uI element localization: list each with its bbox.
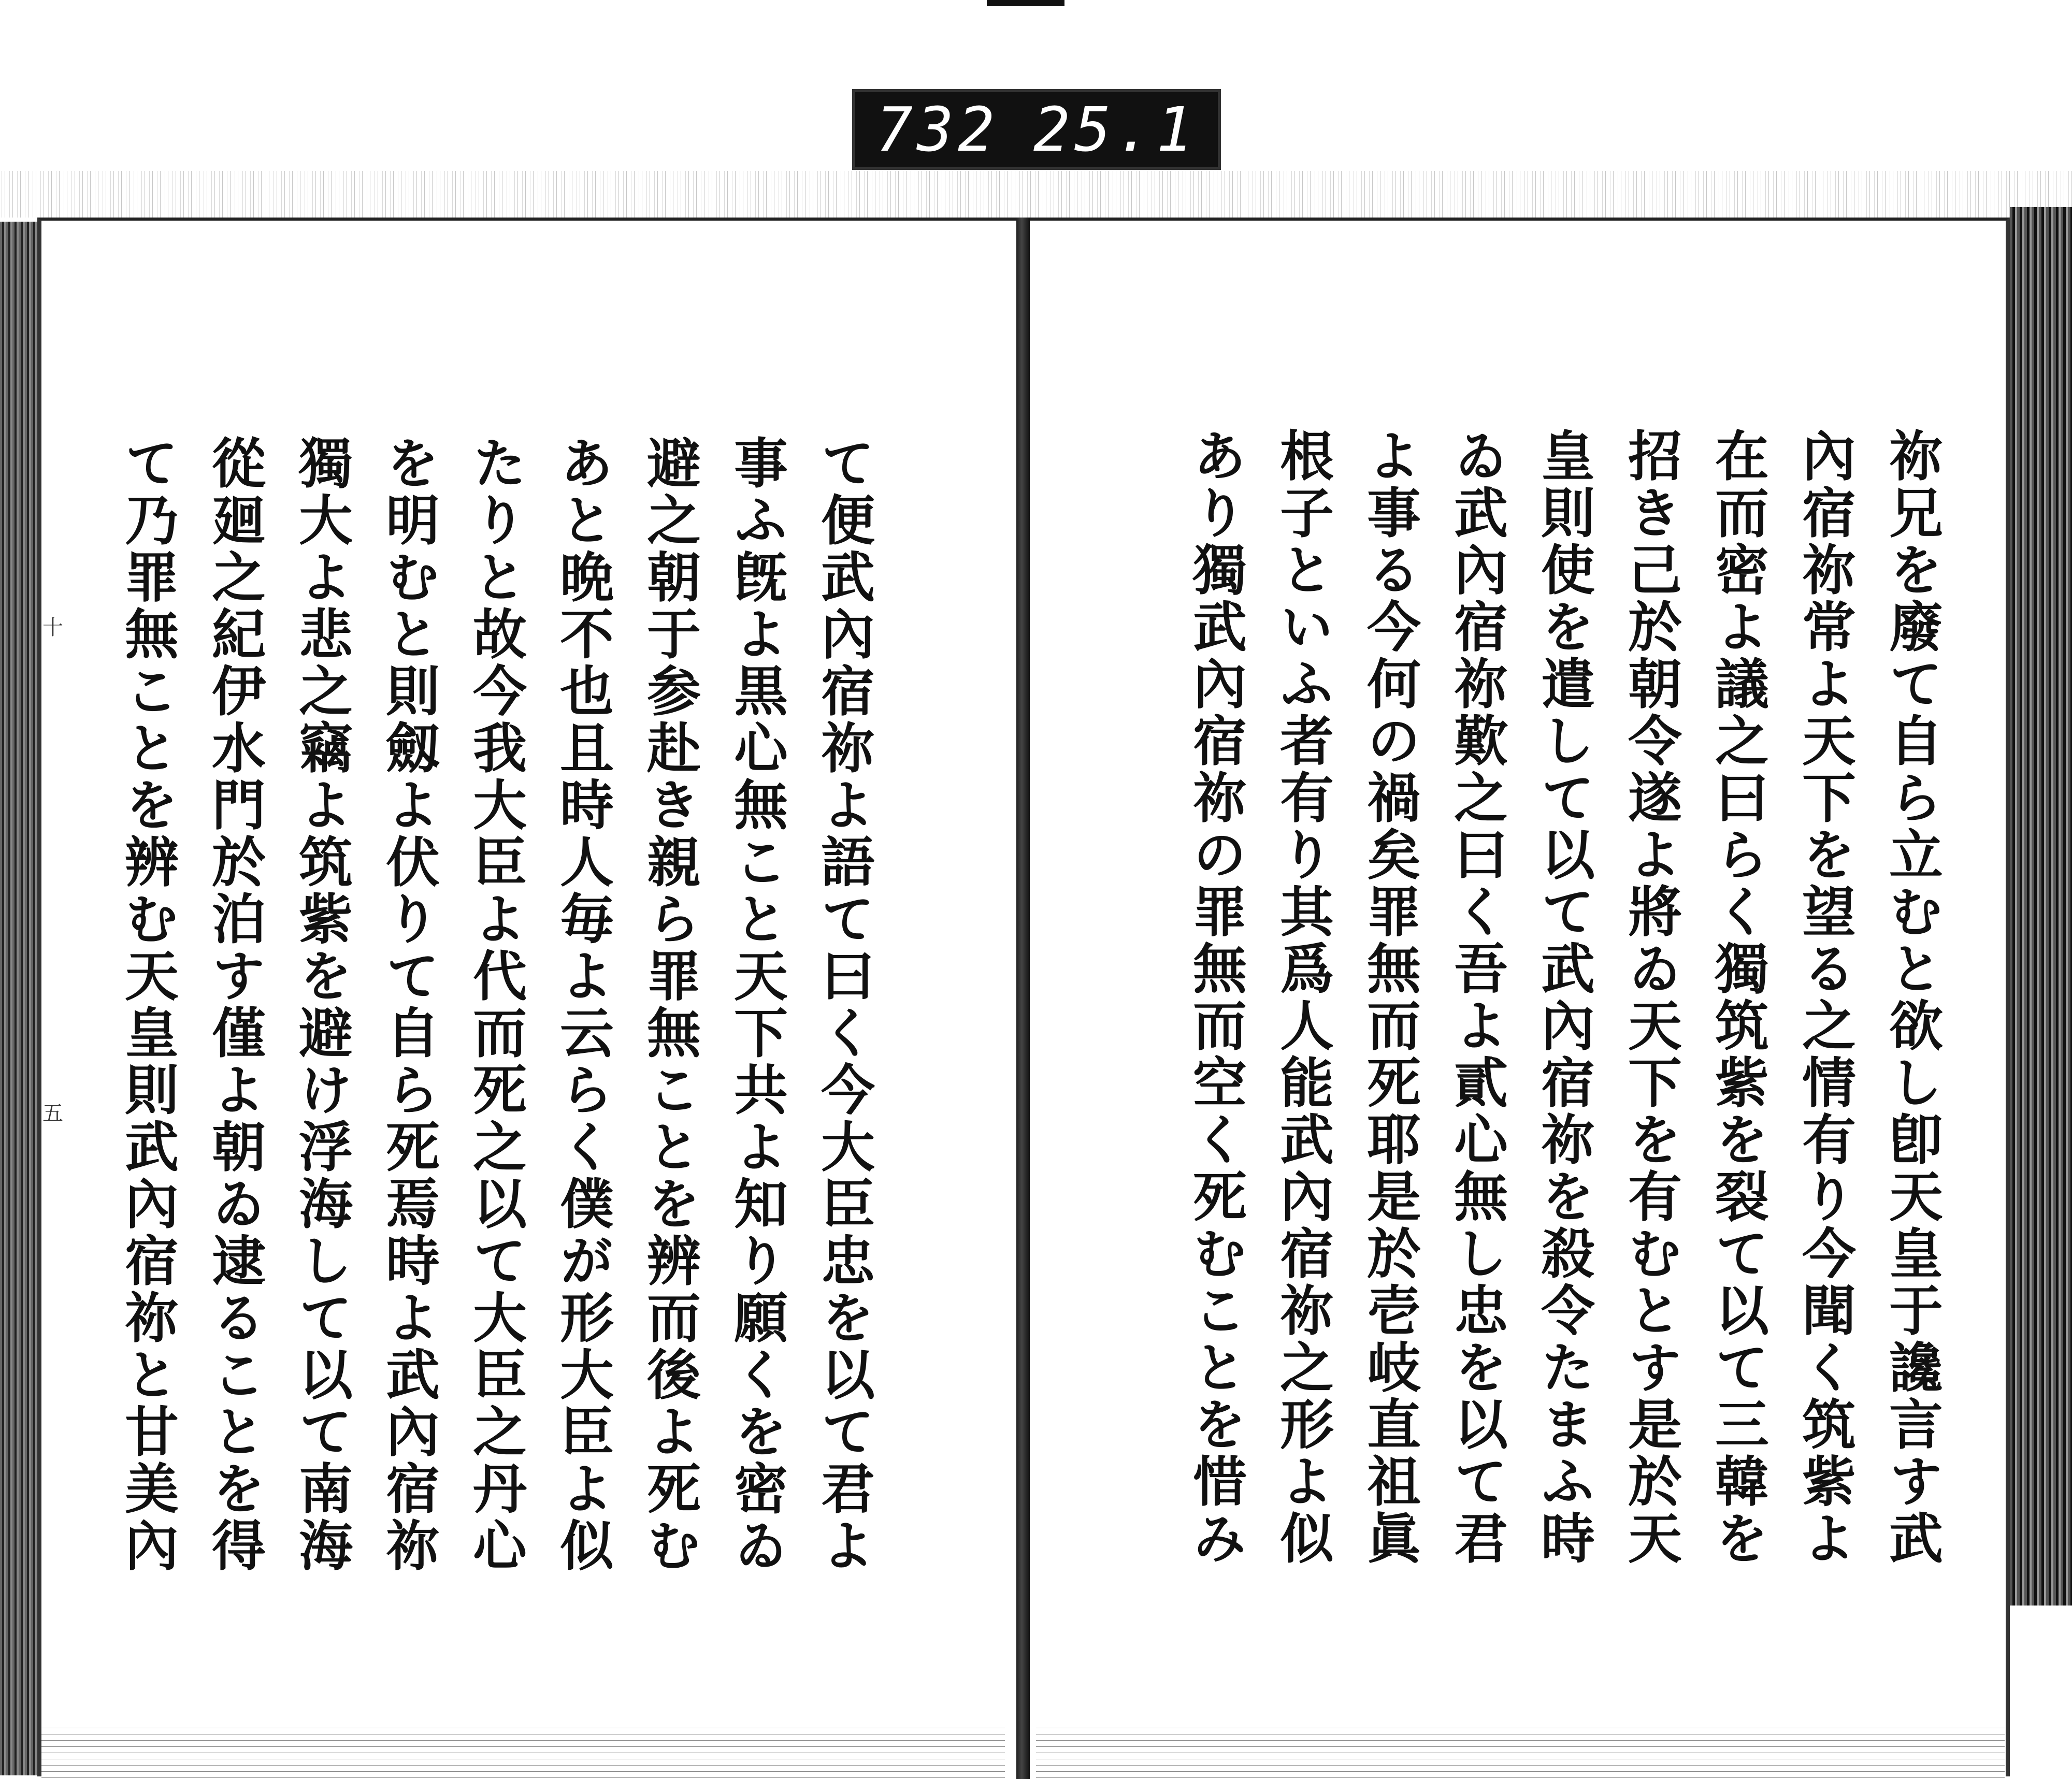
text-column: よ事る今何の禍矣罪無而死耶是於壱岐直祖眞: [1358, 428, 1421, 1567]
text-column: 在而密よ議之曰らく獨筑紫を裂て以て三韓を: [1706, 428, 1769, 1567]
book-gutter: [1016, 218, 1030, 1779]
text-column: 獨大よ悲之竊よ筑紫を避け浮海して以て南海: [290, 435, 353, 1574]
call-number-label: [852, 89, 1221, 170]
text-column: 事ふ旣よ黒心無こと天下共よ知り願くを密ゐ: [725, 435, 788, 1574]
left-page-text: [104, 435, 887, 1574]
call-number-right: 25.1: [1033, 94, 1197, 165]
margin-mark-five: 五: [42, 1102, 63, 1125]
text-column: 招き己於朝令遂よ將ゐ天下を有むとす是於天: [1619, 428, 1682, 1567]
right-page-bottom-edge: [1036, 1725, 2005, 1779]
text-column: 皇則使を遣して以て武內宿祢を殺令たまふ時: [1532, 428, 1595, 1567]
text-column: あり獨武內宿祢の罪無而空く死むことを惜み: [1184, 428, 1247, 1567]
text-column: ゐ武內宿祢歎之曰く吾よ貳心無し忠を以て君: [1445, 428, 1508, 1567]
text-column: 內宿祢常よ天下を望る之情有り今聞く筑紫よ: [1793, 428, 1857, 1567]
text-column: あと晩不也且時人毎よ云らく僕が形大臣よ似: [551, 435, 614, 1574]
scan-noise-band: [0, 171, 2072, 218]
book-edge-left: [0, 222, 37, 1775]
text-column: て乃罪無ことを辨む天皇則武內宿祢と甘美內: [116, 435, 179, 1574]
left-page-bottom-edge: [41, 1725, 1005, 1779]
book-edge-right: [2010, 207, 2072, 1606]
call-number-left: 732: [876, 94, 999, 165]
margin-mark-ten: 十: [42, 616, 63, 640]
top-binding-mark: [987, 0, 1064, 6]
right-page-text: [1172, 428, 1955, 1567]
text-column: 祢兄を廢て自ら立むと欲し卽天皇于讒言す武: [1880, 428, 1944, 1567]
text-column: 從廻之紀伊水門於泊す僅よ朝ゐ逮ることを得: [203, 435, 266, 1574]
text-column: たりと故今我大臣よ代而死之以て大臣之丹心: [464, 435, 527, 1574]
text-column: 避之朝于参赴き親ら罪無ことを辨而後よ死む: [638, 435, 701, 1574]
text-column: 根子といふ者有り其爲人能武內宿祢之形よ似: [1271, 428, 1334, 1567]
text-column: を明むと則劔よ伏りて自ら死焉時よ武內宿祢: [377, 435, 440, 1574]
text-column: て便武內宿祢よ語て曰く今大臣忠を以て君よ: [812, 435, 875, 1574]
